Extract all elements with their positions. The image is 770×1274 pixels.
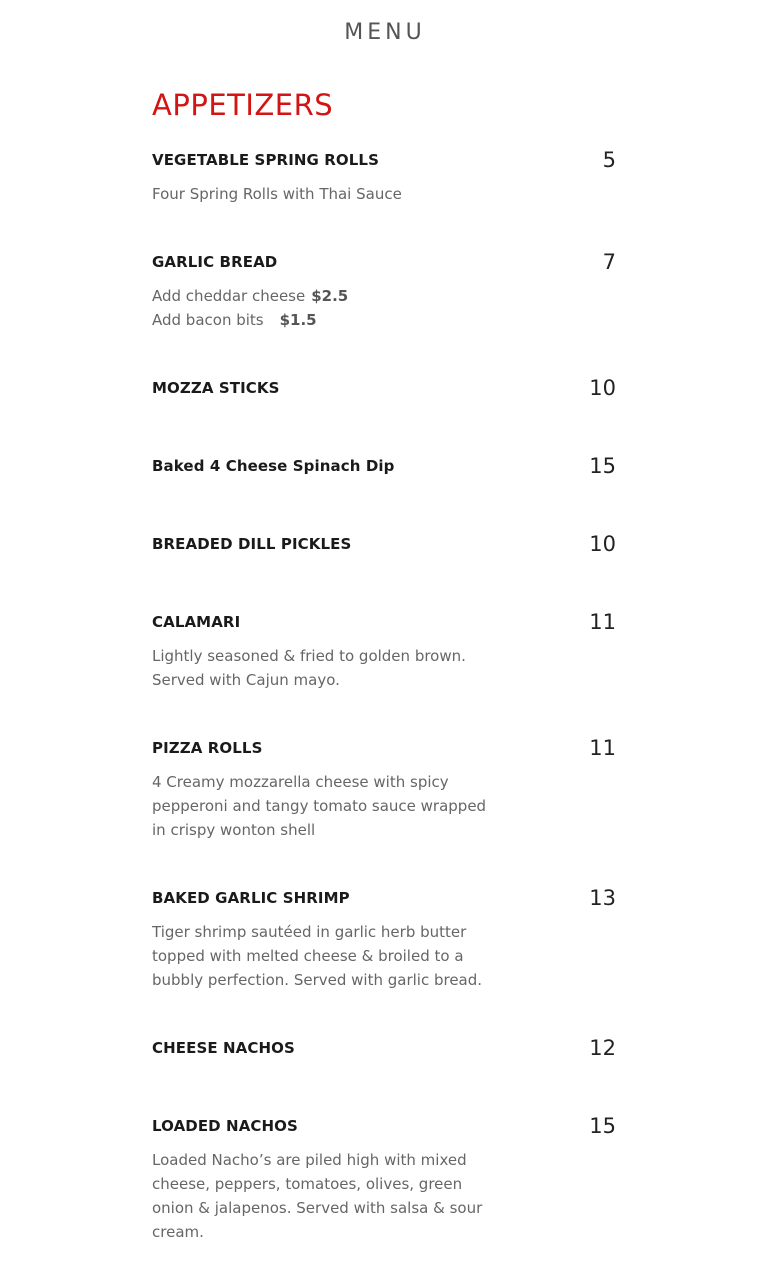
item-price: 11 (589, 736, 616, 760)
item-price: 11 (589, 610, 616, 634)
section-title-appetizers: APPETIZERS (152, 88, 334, 122)
menu-item-garlic-bread (152, 252, 618, 332)
menu-item-breaded-dill-pickles (152, 534, 618, 554)
item-name: VEGETABLE SPRING ROLLS (152, 151, 379, 169)
item-name: PIZZA ROLLS (152, 739, 263, 757)
addon-price: $1.5 (279, 311, 317, 329)
item-name: CHEESE NACHOS (152, 1039, 295, 1057)
menu-item-baked-garlic-shrimp (152, 888, 618, 992)
item-price: 12 (589, 1036, 616, 1060)
addon-row (152, 308, 497, 332)
menu-item-vegetable-spring-rolls (152, 150, 618, 206)
page-title: MENU (344, 20, 426, 45)
menu-item-cheese-nachos (152, 1038, 618, 1058)
addon-label: Add cheddar cheese (152, 287, 306, 305)
item-name: LOADED NACHOS (152, 1117, 298, 1135)
item-price: 10 (589, 376, 616, 400)
item-name: BAKED GARLIC SHRIMP (152, 889, 350, 907)
item-price: 10 (589, 532, 616, 556)
menu-item-mozza-sticks (152, 378, 618, 398)
item-price: 5 (602, 148, 616, 172)
menu-item-calamari (152, 612, 618, 692)
addon-row (152, 284, 497, 308)
item-description: Four Spring Rolls with Thai Sauce (152, 185, 402, 203)
item-description: Tiger shrimp sautéed in garlic herb butter topped with melted cheese & broiled to a bubbly perfection. Served with garlic bread. (152, 923, 483, 989)
addon-label: Add bacon bits (152, 311, 264, 329)
item-description: 4 Creamy mozzarella cheese with spicy pepperoni and tangy tomato sauce wrapped in crispy wonton shell (152, 773, 487, 839)
item-price: 15 (589, 454, 616, 478)
menu-item-pizza-rolls (152, 738, 618, 842)
item-description: Loaded Nacho’s are piled high with mixed cheese, peppers, tomatoes, olives, green onion & jalapenos. Served with salsa & sour cream. (152, 1151, 483, 1241)
item-description: Lightly seasoned & fried to golden brown. Served with Cajun mayo. (152, 647, 466, 689)
item-name: GARLIC BREAD (152, 253, 278, 271)
item-name: MOZZA STICKS (152, 379, 280, 397)
addon-price: $2.5 (311, 287, 349, 305)
item-name: Baked 4 Cheese Spinach Dip (152, 457, 395, 475)
menu-item-loaded-nachos (152, 1116, 618, 1244)
item-name: BREADED DILL PICKLES (152, 535, 352, 553)
item-price: 7 (602, 250, 616, 274)
item-price: 15 (589, 1114, 616, 1138)
menu-item-spinach-dip (152, 456, 618, 476)
item-price: 13 (589, 886, 616, 910)
item-addons (152, 284, 497, 332)
item-name: CALAMARI (152, 613, 241, 631)
